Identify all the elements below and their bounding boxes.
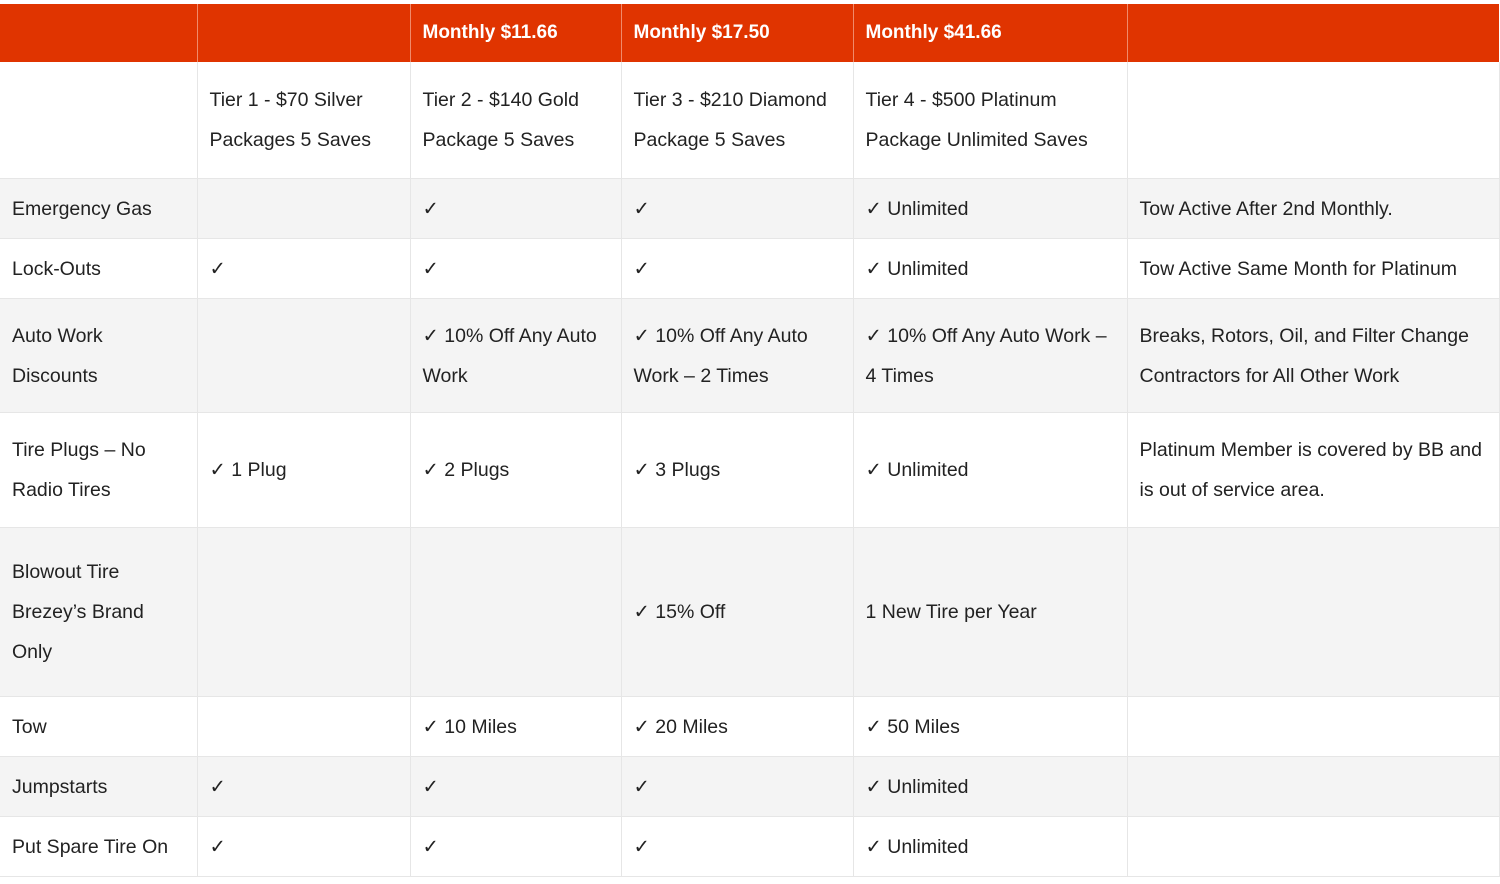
table-row: [0, 817, 1499, 877]
table-cell: Tire Plugs – No Radio Tires: [0, 413, 197, 528]
table-cell: ✓ 50 Miles: [853, 697, 1127, 757]
table-cell: ✓ 10% Off Any Auto Work – 2 Times: [621, 299, 853, 413]
table-cell: Blowout Tire Brezey’s Brand Only: [0, 528, 197, 697]
table-cell: Platinum Member is covered by BB and is out of service area.: [1127, 413, 1499, 528]
table-cell: Tier 4 - $500 Platinum Package Unlimited Saves: [853, 62, 1127, 179]
table-row: [0, 413, 1499, 528]
table-cell: ✓: [621, 239, 853, 299]
table-cell: ✓ Unlimited: [853, 179, 1127, 239]
table-cell: [197, 528, 410, 697]
header-cell: Monthly $11.66: [410, 4, 621, 62]
table-cell: ✓: [410, 817, 621, 877]
table-cell: Breaks, Rotors, Oil, and Filter Change Contractors for All Other Work: [1127, 299, 1499, 413]
header-cell: [1127, 4, 1499, 62]
table-cell: ✓ Unlimited: [853, 757, 1127, 817]
table-cell: ✓: [410, 179, 621, 239]
table-cell: [1127, 528, 1499, 697]
table-cell: ✓: [621, 179, 853, 239]
table-cell: [0, 62, 197, 179]
table-cell: ✓ 10 Miles: [410, 697, 621, 757]
table-row: [0, 299, 1499, 413]
table-cell: ✓ Unlimited: [853, 239, 1127, 299]
table-row: [0, 239, 1499, 299]
table-cell: [197, 697, 410, 757]
header-cell: Monthly $17.50: [621, 4, 853, 62]
table-cell: [1127, 817, 1499, 877]
table-cell: Tier 1 - $70 Silver Packages 5 Saves: [197, 62, 410, 179]
table-cell: ✓ Unlimited: [853, 413, 1127, 528]
table-header-row: [0, 4, 1499, 62]
table-cell: ✓ 1 Plug: [197, 413, 410, 528]
table-cell: ✓: [410, 239, 621, 299]
table-row: [0, 62, 1499, 179]
table-row: [0, 528, 1499, 697]
table-cell: Tow: [0, 697, 197, 757]
table-cell: ✓ 2 Plugs: [410, 413, 621, 528]
table-cell: [197, 179, 410, 239]
header-cell: Monthly $41.66: [853, 4, 1127, 62]
table-cell: Emergency Gas: [0, 179, 197, 239]
table-row: [0, 697, 1499, 757]
table-cell: ✓: [621, 817, 853, 877]
table-cell: Jumpstarts: [0, 757, 197, 817]
table-cell: [1127, 62, 1499, 179]
table-cell: ✓ 3 Plugs: [621, 413, 853, 528]
table-row: [0, 757, 1499, 817]
table-cell: 1 New Tire per Year: [853, 528, 1127, 697]
table-cell: Tier 3 - $210 Diamond Package 5 Saves: [621, 62, 853, 179]
table-cell: Tow Active After 2nd Monthly.: [1127, 179, 1499, 239]
pricing-table: [0, 4, 1500, 877]
table-cell: ✓ 15% Off: [621, 528, 853, 697]
header-cell: [197, 4, 410, 62]
table-cell: [1127, 757, 1499, 817]
table-cell: Auto Work Discounts: [0, 299, 197, 413]
header-cell: [0, 4, 197, 62]
table-cell: Put Spare Tire On: [0, 817, 197, 877]
table-cell: Tow Active Same Month for Platinum: [1127, 239, 1499, 299]
table-cell: ✓ 10% Off Any Auto Work: [410, 299, 621, 413]
table-cell: ✓: [410, 757, 621, 817]
table-cell: ✓: [197, 239, 410, 299]
pricing-table-wrapper: [0, 4, 1499, 877]
table-cell: ✓: [621, 757, 853, 817]
table-row: [0, 179, 1499, 239]
table-cell: [1127, 697, 1499, 757]
table-cell: ✓: [197, 757, 410, 817]
table-cell: ✓ 10% Off Any Auto Work – 4 Times: [853, 299, 1127, 413]
table-cell: ✓: [197, 817, 410, 877]
table-cell: Tier 2 - $140 Gold Package 5 Saves: [410, 62, 621, 179]
table-cell: Lock-Outs: [0, 239, 197, 299]
table-cell: ✓ Unlimited: [853, 817, 1127, 877]
table-cell: [197, 299, 410, 413]
table-cell: [410, 528, 621, 697]
table-cell: ✓ 20 Miles: [621, 697, 853, 757]
